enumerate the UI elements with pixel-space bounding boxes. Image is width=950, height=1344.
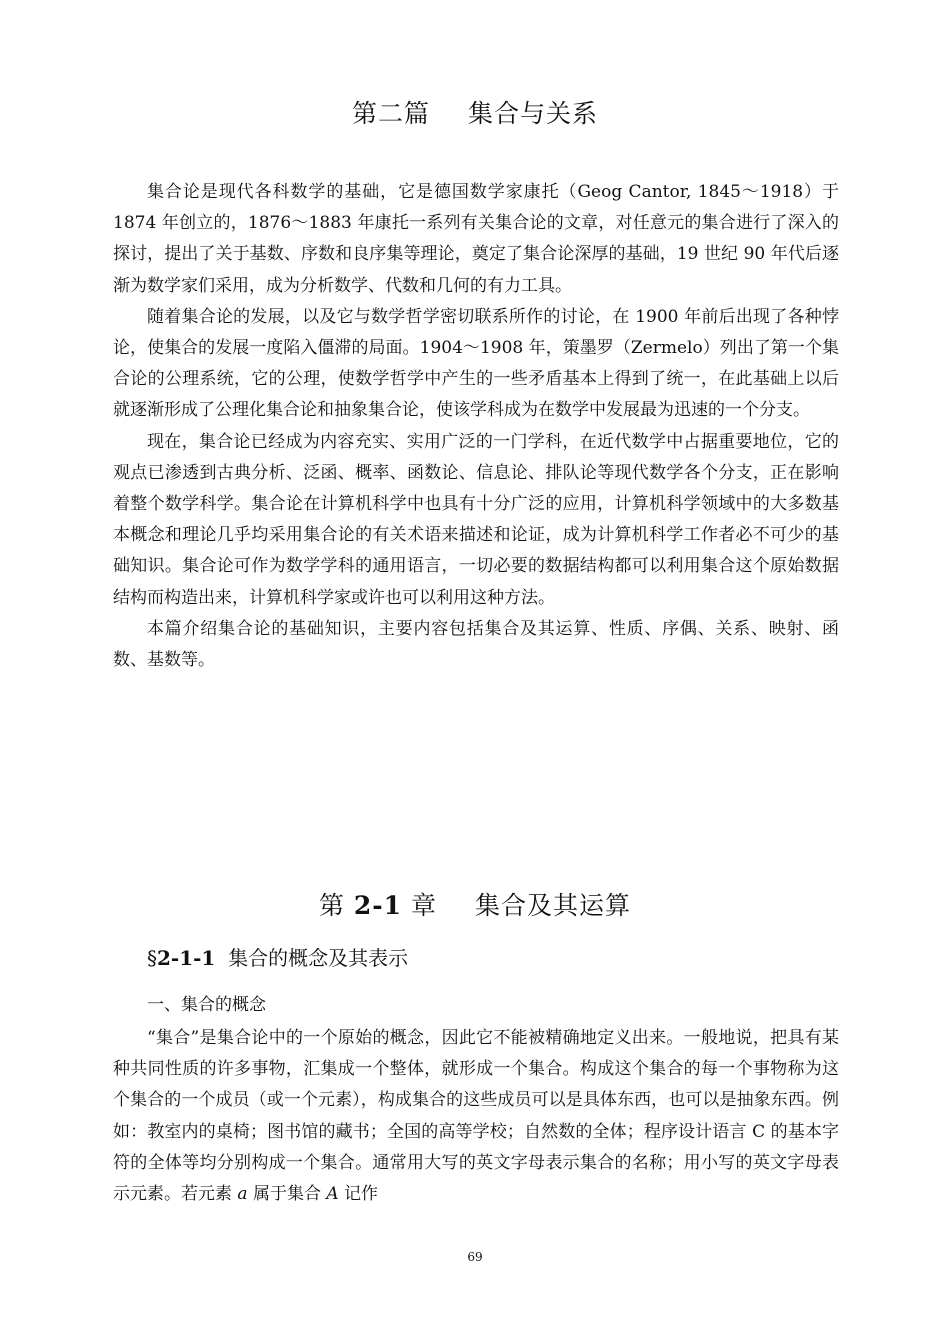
chapter-suffix: 章 [411, 891, 438, 920]
part-title [0, 94, 950, 130]
subsection-title: 一、集合的概念 [147, 995, 266, 1015]
section-number: 2-1-1 [157, 946, 216, 970]
concept-paragraph [113, 1023, 839, 1210]
intro-paragraph-4: 本篇介绍集合论的基础知识，主要内容包括集合及其运算、性质、序偶、关系、映射、函数、基数等。 [113, 618, 839, 671]
intro-paragraph-2: 随着集合论的发展，以及它与数学哲学密切联系所作的讨论，在 1900 年前后出现了各种悖论，使集合的发展一度陷入僵滞的局面。1904～1908 年，策墨罗（Zermelo）列出了第一个集合论的公理系统，它的公理，使数学哲学中产生的一些矛盾基本上得到了统一，在此基础上以后就逐渐形成了公理化集合论和抽象集合论，使该学科成为在数学中发展最为迅速的一个分支。 [113, 306, 839, 421]
chapter-name: 集合及其运算 [475, 891, 632, 920]
intro-paragraph-3: 现在，集合论已经成为内容充实、实用广泛的一门学科，在近代数学中占据重要地位，它的观点已渗透到古典分析、泛函、概率、函数论、信息论、排队论等现代数学各个分支，正在影响着整个数学科学。集合论在计算机科学中也具有十分广泛的应用，计算机科学领域中的大多数基本概念和理论几乎均采用集合论的有关术语来描述和论证，成为计算机科学工作者必不可少的基础知识。集合论可作为数学学科的通用语言，一切必要的数据结构都可以利用集合这个原始数据结构而构造出来，计算机科学家或许也可以利用这种方法。 [113, 431, 839, 608]
section-name: 集合的概念及其表示 [228, 946, 409, 970]
part-name: 集合与关系 [468, 99, 599, 128]
concept-text-mid: 属于集合 [247, 1184, 327, 1205]
chapter-title [0, 886, 950, 922]
section-title [147, 942, 408, 971]
chapter-prefix: 第 [318, 891, 345, 920]
intro-section [113, 177, 839, 676]
part-label: 第二篇 [351, 99, 430, 128]
element-symbol: a [237, 1184, 248, 1205]
concept-text-end: 记作 [338, 1184, 379, 1205]
section-symbol: § [147, 946, 157, 970]
concept-text: “集合”是集合论中的一个原始的概念，因此它不能被精确地定义出来。一般地说，把具有某种共同性质的许多事物，汇集成一个整体，就形成一个集合。构成这个集合的每一个事物称为这个集合的一个成员（或一个元素），构成集合的这些成员可以是具体东西，也可以是抽象东西。例如：教室内的桌椅；图书馆的藏书；全国的高等学校；自然数的全体；程序设计语言 C 的基本字符的全体等均分别构成一个集合。通常用大写的英文字母表示集合的名称；用小写的英文字母表示元素。若元素 [113, 1028, 839, 1205]
page-number: 69 [467, 1250, 483, 1264]
set-symbol: A [326, 1184, 339, 1205]
concept-section [113, 1023, 839, 1210]
chapter-number: 2-1 [353, 891, 403, 920]
intro-paragraph-1: 集合论是现代各科数学的基础，它是德国数学家康托（Geog Cantor, 1845～1918）于 1874 年创立的，1876～1883 年康托一系列有关集合论的文章，对任意元的集合进行了深入的探讨，提出了关于基数、序数和良序集等理论，奠定了集合论深厚的基础，19 世纪 90 年代后逐渐为数学家们采用，成为分析数学、代数和几何的有力工具。 [113, 182, 839, 296]
